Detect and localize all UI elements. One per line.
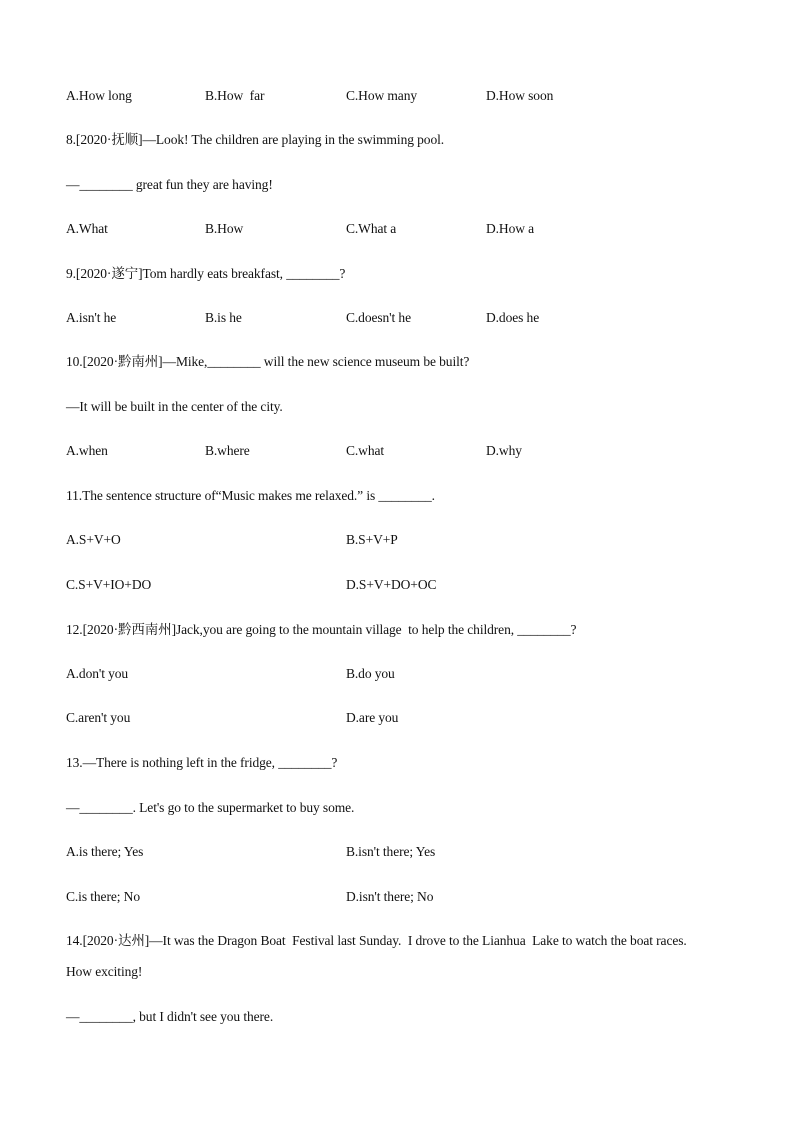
option-c: C.what <box>346 443 385 458</box>
option-a: A.isn't he <box>66 310 117 325</box>
option-a: A.What <box>66 221 108 236</box>
question-stem: 14.[2020·达州]—It was the Dragon Boat Festival last Sunday. I drove to the Lianhua Lake to watch the boat races. <box>66 933 687 948</box>
option-d: D.are you <box>346 710 399 725</box>
option-b: B.How far <box>205 88 265 103</box>
option-a: A.How long <box>66 88 132 103</box>
question-stem: 13.—There is nothing left in the fridge, ________? <box>66 755 338 770</box>
option-a: A.don't you <box>66 666 129 681</box>
option-c: C.S+V+IO+DO <box>66 577 152 592</box>
question-stem-continued: How exciting! <box>66 964 143 979</box>
option-c: C.doesn't he <box>346 310 411 325</box>
question-stem: 9.[2020·遂宁]Tom hardly eats breakfast, ________? <box>66 266 346 281</box>
question-stem: 8.[2020·抚顺]—Look! The children are playing in the swimming pool. <box>66 132 445 147</box>
option-b: B.isn't there; Yes <box>346 844 436 859</box>
option-a: A.S+V+O <box>66 532 121 547</box>
option-c: C.is there; No <box>66 889 140 904</box>
option-d: D.why <box>486 443 522 458</box>
option-d: D.does he <box>486 310 540 325</box>
question-stem: 10.[2020·黔南州]—Mike,________ will the new science museum be built? <box>66 354 470 369</box>
option-c: C.aren't you <box>66 710 131 725</box>
option-c: C.What a <box>346 221 397 236</box>
option-c: C.How many <box>346 88 417 103</box>
option-b: B.is he <box>205 310 242 325</box>
option-b: B.How <box>205 221 244 236</box>
option-d: D.How soon <box>486 88 554 103</box>
option-b: B.where <box>205 443 250 458</box>
question-reply: —________, but I didn't see you there. <box>66 1009 274 1024</box>
option-d: D.isn't there; No <box>346 889 434 904</box>
question-reply: —________. Let's go to the supermarket to buy some. <box>66 800 355 815</box>
option-a: A.is there; Yes <box>66 844 144 859</box>
question-reply: —________ great fun they are having! <box>66 177 273 192</box>
option-b: B.S+V+P <box>346 532 398 547</box>
option-a: A.when <box>66 443 108 458</box>
option-b: B.do you <box>346 666 395 681</box>
question-reply: —It will be built in the center of the city. <box>66 399 283 414</box>
question-stem: 11.The sentence structure of“Music makes me relaxed.” is ________. <box>66 488 435 503</box>
option-d: D.S+V+DO+OC <box>346 577 437 592</box>
option-d: D.How a <box>486 221 535 236</box>
question-stem: 12.[2020·黔西南州]Jack,you are going to the mountain village to help the children, ________? <box>66 622 577 637</box>
